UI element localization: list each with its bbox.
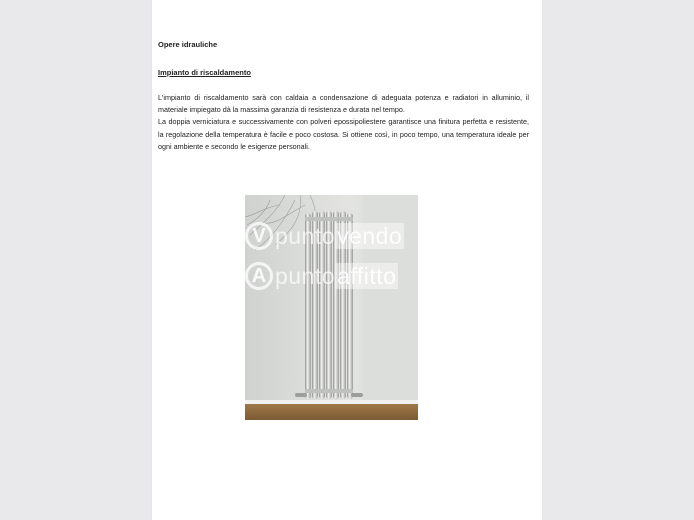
watermark-logo-icon: A	[245, 262, 273, 290]
body-text	[158, 92, 529, 153]
watermark-prefix: punto	[275, 222, 336, 249]
watermark-suffix: affitto	[337, 262, 397, 289]
watermark-prefix: punto	[275, 262, 336, 289]
paragraph: L'impianto di riscaldamento sarà con caldaia a condensazione di adeguata potenza e radiatori in alluminio, il materiale impiegato dà la massima garanzia di resistenza e durata nel tempo.	[158, 93, 529, 115]
radiator-illustration	[245, 195, 418, 420]
section-title: Opere idrauliche	[158, 40, 218, 49]
subsection-title: Impianto di riscaldamento	[158, 68, 251, 77]
document-page	[152, 0, 542, 520]
radiator-photo	[245, 195, 418, 420]
watermark-logo-icon: V	[245, 222, 273, 250]
paragraph: La doppia verniciatura e successivamente con polveri epossipoliestere garantisce una finitura perfetta e resistente, la regolazione della temperatura è facile e poco costosa. Si ottiene così, in poco tempo, una temperatura ideale per ogni ambiente e secondo le esigenze personali.	[158, 117, 529, 151]
watermark-suffix: vendo	[337, 222, 403, 249]
